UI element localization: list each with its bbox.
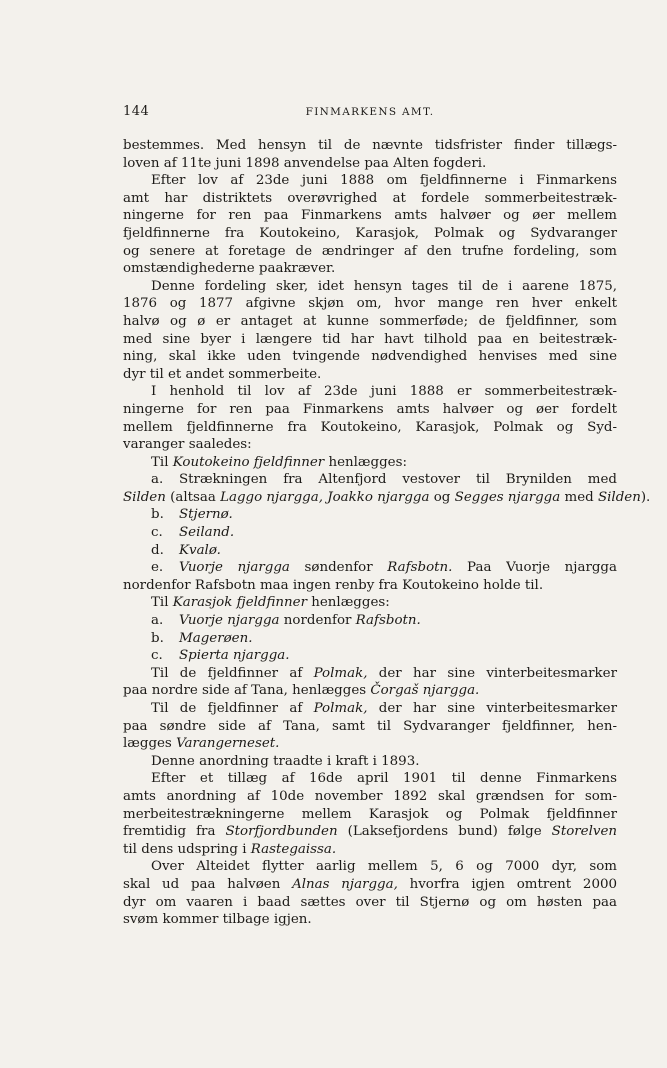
italic-text: Storfjordbunden xyxy=(225,824,338,840)
text-line xyxy=(123,806,617,824)
text-line xyxy=(123,260,617,278)
italic-text: Varangerneset. xyxy=(176,736,280,752)
text-run: Denne anordning traadte i kraft i 1893. xyxy=(151,753,420,769)
italic-text: Silden xyxy=(123,489,166,505)
text-line xyxy=(123,594,617,612)
italic-text: Karasjok fjeldfinner xyxy=(172,595,307,611)
text-run: loven af 11te juni 1898 anvendelse paa Alten fogderi. xyxy=(123,155,487,171)
text-run: varanger saaledes: xyxy=(123,437,252,453)
text-line xyxy=(123,137,617,155)
text-line xyxy=(123,313,617,331)
text-run: ningerne for ren paa Finmarkens amts halvøer og øer fordelt xyxy=(123,401,617,417)
text-run: Denne fordeling sker, idet hensyn tages til de i aarene 1875, xyxy=(151,278,617,294)
text-line xyxy=(123,331,617,349)
text-line xyxy=(123,471,617,489)
text-run: fremtidig fra xyxy=(123,824,226,840)
text-run: nordenfor Rafsbotn maa ingen renby fra Koutokeino holde til. xyxy=(123,577,544,593)
list-label: a. xyxy=(151,613,164,629)
text-run: 1876 og 1877 afgivne skjøn om, hvor mange ren hver enkelt xyxy=(123,296,617,312)
text-line xyxy=(123,718,617,736)
text-run: ). xyxy=(640,489,651,505)
italic-text: Čorgaš njargga. xyxy=(370,683,480,699)
text-line xyxy=(123,524,617,542)
italic-text: Alnas njargga, xyxy=(292,876,398,892)
text-line xyxy=(123,155,617,173)
text-line xyxy=(123,665,617,683)
text-run: paa nordre side af Tana, henlægges xyxy=(123,683,371,699)
text-line xyxy=(123,630,617,648)
list-label: b. xyxy=(151,630,164,646)
italic-text: Rastegaissa. xyxy=(250,841,337,857)
text-line xyxy=(123,383,617,401)
text-run: med sine byer i længere tid har havt tilhold paa en beitestræk- xyxy=(123,331,617,347)
text-run: og senere at foretage de ændringer af den trufne fordeling, som xyxy=(123,243,617,259)
text-line xyxy=(123,489,651,507)
text-run: Efter lov af 23de juni 1888 om fjeldfinnerne i Finmarkens xyxy=(151,173,617,189)
text-run: fjeldfinnerne fra Koutokeino, Karasjok, Polmak og Sydvaranger xyxy=(123,225,617,241)
italic-text: Spierta njargga. xyxy=(179,648,290,664)
text-line xyxy=(123,278,617,296)
list-label: b. xyxy=(151,507,164,523)
text-run: paa søndre side af Tana, samt til Sydvaranger fjeldfinner, hen- xyxy=(123,718,617,734)
text-run: amts anordning af 10de november 1892 skal grændsen for som- xyxy=(123,788,617,804)
text-run: Til xyxy=(151,595,173,611)
text-run: Til de fjeldfinner af xyxy=(151,665,314,681)
italic-text: Vuorje njargga xyxy=(179,613,280,629)
text-line xyxy=(123,419,617,437)
italic-text: Vuorje njargga xyxy=(179,560,290,576)
text-line xyxy=(123,876,617,894)
text-run: henlægges: xyxy=(324,454,407,470)
text-line xyxy=(123,436,617,454)
running-title: FINMARKENS AMT. xyxy=(305,106,435,118)
text-line xyxy=(123,577,617,595)
text-run: der har sine vinterbeitesmarker xyxy=(367,665,617,681)
text-run: ningerne for ren paa Finmarkens amts halvøer og øer mellem xyxy=(123,208,617,224)
text-run: med xyxy=(560,489,598,505)
text-run: der har sine vinterbeitesmarker xyxy=(367,701,617,716)
list-label: a. xyxy=(151,472,164,488)
text-line xyxy=(123,559,617,577)
italic-text: Laggo njargga, Joakko njargga xyxy=(220,489,430,505)
text-line xyxy=(123,172,617,190)
text-run: svøm kommer tilbage igjen. xyxy=(123,912,312,928)
text-run: skal ud paa halvøen xyxy=(123,876,293,892)
text-run: Efter et tillæg af 16de april 1901 til denne Finmarkens xyxy=(151,771,617,787)
text-line xyxy=(123,682,617,700)
text-run: lægges xyxy=(123,736,177,752)
text-run: Til xyxy=(151,454,173,470)
text-run: henlægges: xyxy=(307,595,390,611)
text-line xyxy=(123,647,617,665)
text-line xyxy=(123,753,617,771)
text-run: (Laksefjordens bund) følge xyxy=(337,824,552,840)
text-run: Strækningen fra Altenfjord vestover til Brynilden med xyxy=(179,472,617,488)
text-run: nordenfor xyxy=(279,613,356,629)
text-line xyxy=(123,366,617,384)
text-line xyxy=(123,454,617,472)
text-run: omstændighederne paakræver. xyxy=(123,261,336,277)
text-line xyxy=(123,823,617,841)
list-label: c. xyxy=(151,648,163,664)
text-line xyxy=(123,700,617,718)
text-run: til dens udspring i xyxy=(123,841,251,857)
text-run: merbeitestrækningerne mellem Karasjok og Polmak fjeldfinner xyxy=(123,806,617,822)
text-line xyxy=(123,295,617,313)
text-run: dyr om vaaren i baad sættes over til Stjernø og om høsten paa xyxy=(123,894,617,910)
italic-text: Silden xyxy=(597,489,641,505)
italic-text: Polmak, xyxy=(313,665,368,681)
italic-text: Seiland. xyxy=(179,525,235,541)
text-run: bestemmes. Med hensyn til de nævnte tidsfrister finder tillægs- xyxy=(123,138,617,153)
text-line xyxy=(123,858,617,876)
text-run: mellem fjeldfinnerne fra Koutokeino, Karasjok, Polmak og Syd- xyxy=(123,419,617,435)
text-line xyxy=(123,190,617,208)
italic-text: Stjernø. xyxy=(179,507,233,523)
italic-text: Rafsbotn. xyxy=(387,560,453,576)
text-run: Over Alteidet flytter aarlig mellem 5, 6 og 7000 dyr, som xyxy=(151,859,617,875)
text-line xyxy=(123,770,617,788)
italic-text: Segges njargga xyxy=(454,489,561,505)
text-run: dyr til et andet sommerbeite. xyxy=(123,366,322,382)
text-line xyxy=(123,225,617,243)
text-line xyxy=(123,207,617,225)
text-line xyxy=(123,735,617,753)
text-run: amt har distriktets overøvrighed at fordele sommerbeitestræk- xyxy=(123,190,617,206)
text-line xyxy=(123,612,617,630)
text-run: I henhold til lov af 23de juni 1888 er sommerbeitestræk- xyxy=(151,384,617,400)
text-run: og xyxy=(429,489,455,505)
list-label: e. xyxy=(151,560,164,576)
text-line xyxy=(123,243,617,261)
italic-text: Koutokeino fjeldfinner xyxy=(172,454,325,470)
italic-text: Kvalø. xyxy=(179,542,221,558)
body-text xyxy=(123,137,651,929)
text-line xyxy=(123,348,617,366)
text-line xyxy=(123,911,617,929)
list-label: d. xyxy=(151,542,164,558)
text-line xyxy=(123,841,617,859)
page-number: 144 xyxy=(123,104,150,119)
text-line xyxy=(123,542,617,560)
text-run: hvorfra igjen omtrent 2000 xyxy=(397,876,618,892)
italic-text: Rafsbotn. xyxy=(355,613,421,629)
italic-text: Polmak, xyxy=(313,701,368,716)
italic-text: Magerøen. xyxy=(179,630,253,646)
text-line xyxy=(123,788,617,806)
text-run: ning, skal ikke uden tvingende nødvendighed henvises med sine xyxy=(123,349,617,365)
list-label: c. xyxy=(151,525,163,541)
text-run: (altsaa xyxy=(165,489,221,505)
text-line xyxy=(123,401,617,419)
text-line xyxy=(123,506,617,524)
text-run: søndenfor xyxy=(289,560,388,576)
text-run: Til de fjeldfinner af xyxy=(151,701,314,716)
text-line xyxy=(123,894,617,912)
text-run: halvø og ø er antaget at kunne sommerføde; de fjeldfinner, som xyxy=(123,313,617,329)
text-run: Paa Vuorje njargga xyxy=(452,560,617,576)
italic-text: Storelven xyxy=(551,824,617,840)
page-header xyxy=(123,104,617,122)
